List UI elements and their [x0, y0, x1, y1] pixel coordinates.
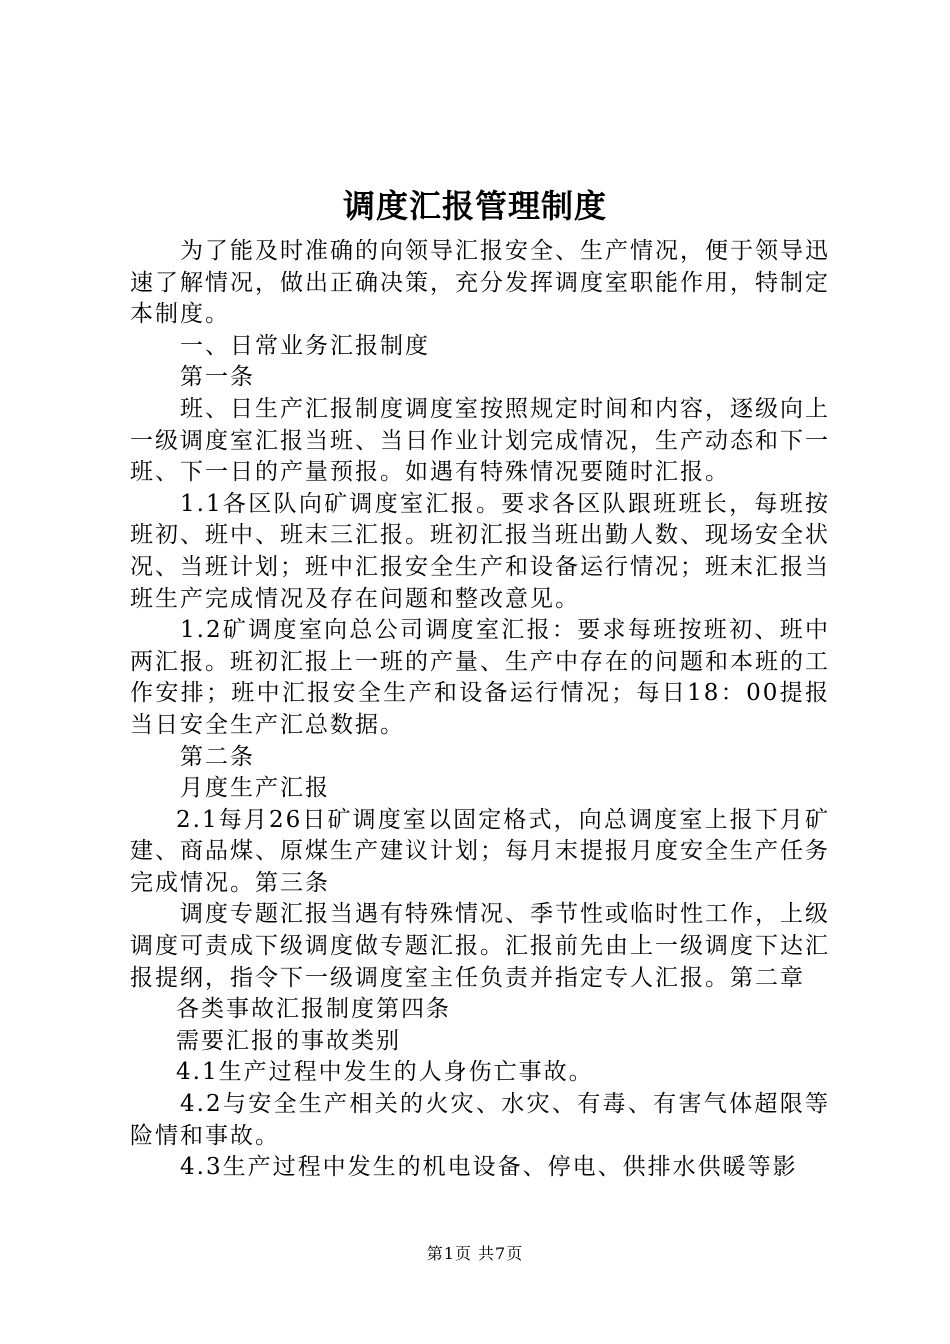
chapter-heading: 各类事故汇报制度第四条: [176, 996, 451, 1023]
clause-paragraph: 4.1生产过程中发生的人身伤亡事故。: [176, 1059, 594, 1086]
intro-paragraph: 为了能及时准确的向领导汇报安全、生产情况，便于领导迅速了解情况，做出正确决策，充分发挥调度室职能作用，特制定本制度。: [130, 238, 830, 328]
section-heading: 一、日常业务汇报制度: [180, 332, 430, 359]
article-heading: 第一条: [180, 364, 255, 391]
clause-paragraph: 1.1各区队向矿调度室汇报。要求各区队跟班班长，每班按班初、班中、班末三汇报。班初汇报当班出勤人数、现场安全状况、当班计划；班中汇报安全生产和设备运行情况；班末汇报当班生产完成情况及存在问题和整改意见。: [130, 490, 830, 612]
page-footer: 第1页 共7页: [426, 1244, 524, 1263]
subsection-heading: 月度生产汇报: [180, 775, 330, 802]
article-heading: 第二条: [180, 743, 255, 770]
body-paragraph: 班、日生产汇报制度调度室按照规定时间和内容，逐级向上一级调度室汇报当班、当日作业计划完成情况，生产动态和下一班、下一日的产量预报。如遇有特殊情况要随时汇报。: [130, 395, 830, 486]
clause-paragraph: 4.3生产过程中发生的机电设备、停电、供排水供暖等影: [180, 1154, 798, 1181]
body-paragraph: 调度专题汇报当遇有特殊情况、季节性或临时性工作，上级调度可责成下级调度做专题汇报。汇报前先由上一级调度下达汇报提纲，指令下一级调度室主任负责并指定专人汇报。第二章: [130, 901, 830, 991]
document-body: [130, 236, 830, 1184]
clause-paragraph: 4.2与安全生产相关的火灾、水灾、有毒、有害气体超限等险情和事故。: [130, 1091, 830, 1149]
document-title: 调度汇报管理制度: [342, 187, 607, 225]
clause-paragraph: 2.1每月26日矿调度室以固定格式，向总调度室上报下月矿建、商品煤、原煤生产建议计划；每月末提报月度安全生产任务完成情况。第三条: [130, 806, 830, 896]
subsection-heading: 需要汇报的事故类别: [176, 1027, 401, 1054]
clause-paragraph: 1.2矿调度室向总公司调度室汇报：要求每班按班初、班中两汇报。班初汇报上一班的产量、生产中存在的问题和本班的工作安排；班中汇报安全生产和设备运行情况；每日18：00提报当日安全生产汇总数据。: [130, 617, 830, 738]
